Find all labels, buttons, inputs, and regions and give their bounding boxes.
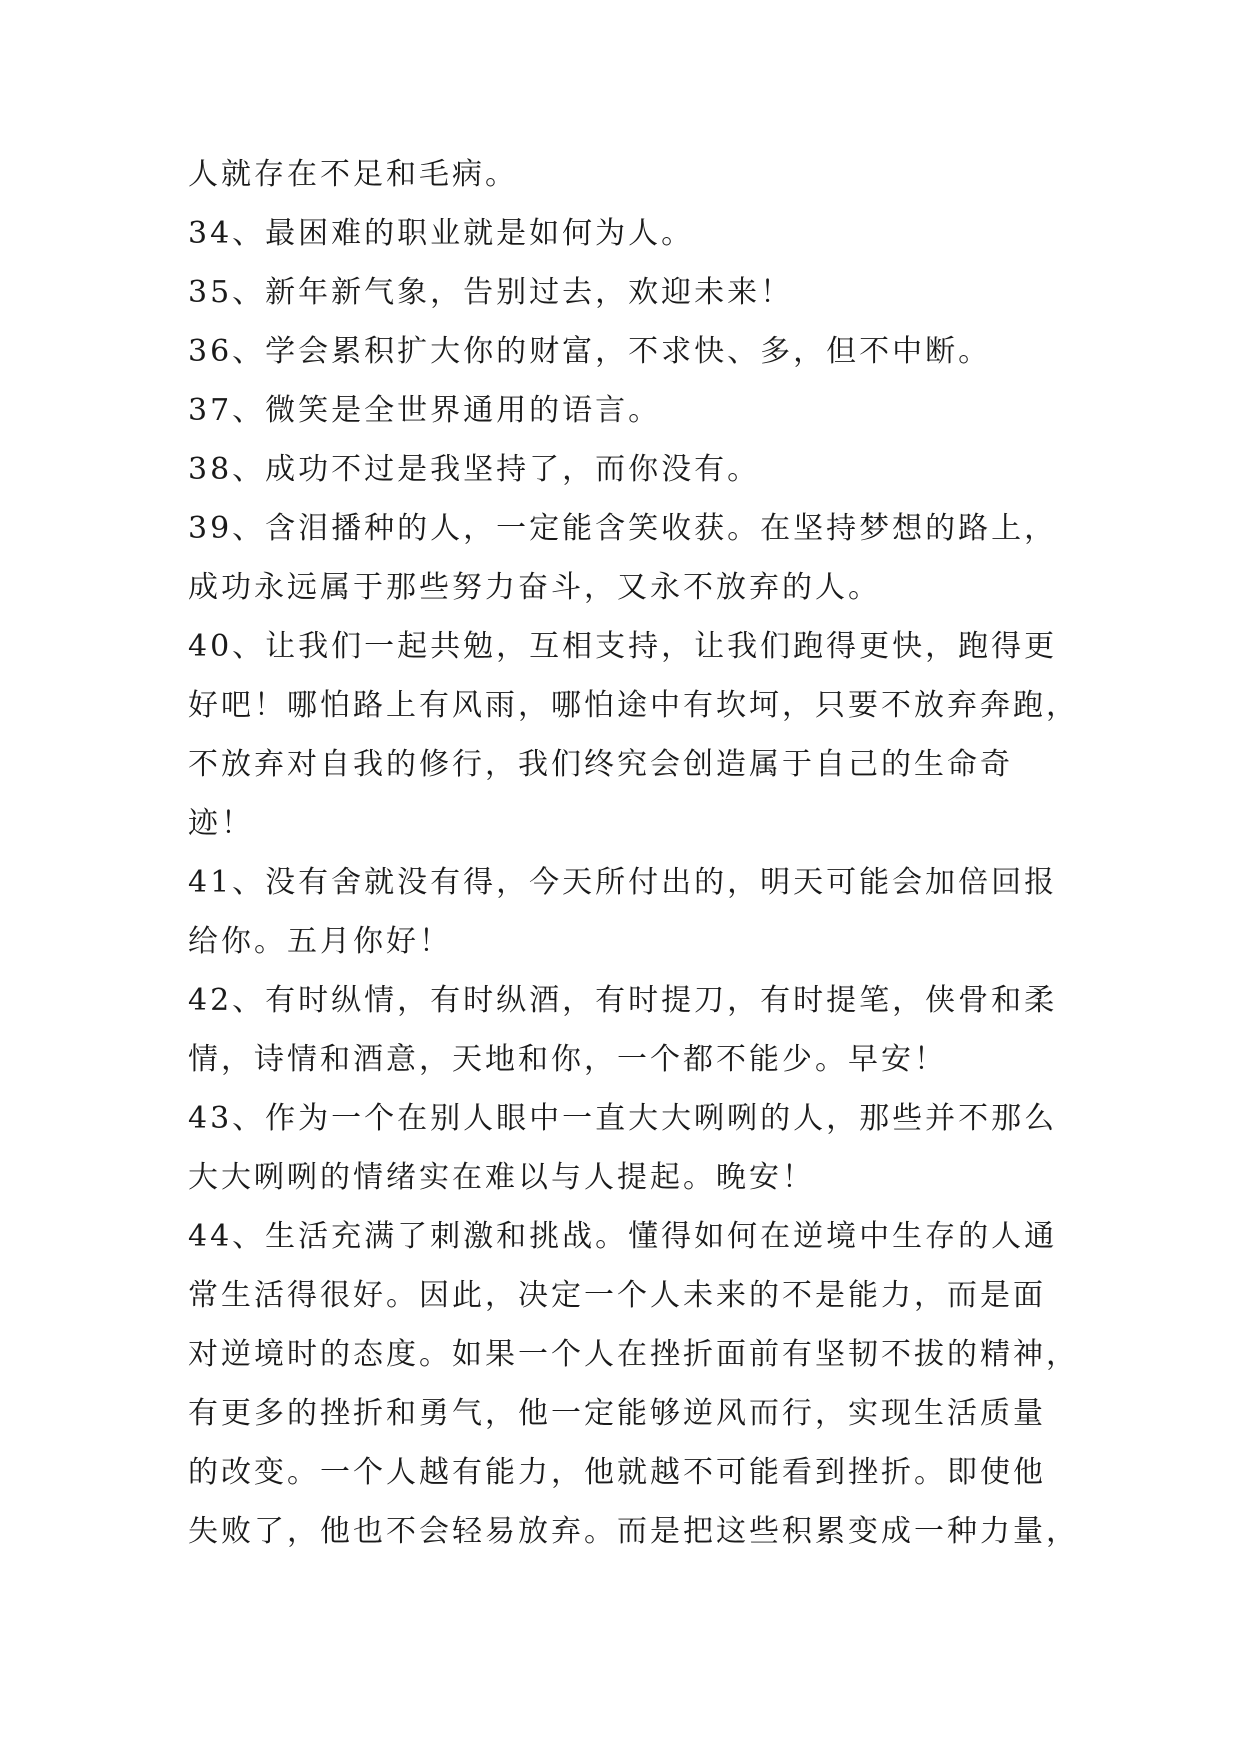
text-line: 对逆境时的态度。如果一个人在挫折面前有坚韧不拔的精神， <box>188 1337 1079 1372</box>
text-line: 常生活得很好。因此，决定一个人未来的不是能力，而是面 <box>188 1278 1046 1313</box>
text-line: 40、让我们一起共勉，互相支持，让我们跑得更快，跑得更 <box>188 629 1058 664</box>
text-line: 38、成功不过是我坚持了，而你没有。 <box>188 452 761 487</box>
text-line: 失败了，他也不会轻易放弃。而是把这些积累变成一种力量， <box>188 1514 1079 1549</box>
text-line: 39、含泪播种的人，一定能含笑收获。在坚持梦想的路上， <box>188 511 1058 546</box>
text-line: 给你。五月你好！ <box>188 924 452 959</box>
text-line: 41、没有舍就没有得，今天所付出的，明天可能会加倍回报 <box>188 865 1058 900</box>
text-line: 迹！ <box>188 806 254 841</box>
text-line: 35、新年新气象，告别过去，欢迎未来！ <box>188 275 794 310</box>
text-line: 大大咧咧的情绪实在难以与人提起。晚安！ <box>188 1160 815 1195</box>
text-line: 有更多的挫折和勇气，他一定能够逆风而行，实现生活质量 <box>188 1396 1046 1431</box>
text-line: 成功永远属于那些努力奋斗，又永不放弃的人。 <box>188 570 881 605</box>
text-line: 36、学会累积扩大你的财富，不求快、多，但不中断。 <box>188 334 992 369</box>
text-line: 的改变。一个人越有能力，他就越不可能看到挫折。即使他 <box>188 1455 1046 1490</box>
text-line: 好吧！哪怕路上有风雨，哪怕途中有坎坷，只要不放弃奔跑， <box>188 688 1079 723</box>
text-line: 人就存在不足和毛病。 <box>188 157 518 192</box>
text-line: 42、有时纵情，有时纵酒，有时提刀，有时提笔，侠骨和柔 <box>188 983 1058 1018</box>
text-line: 44、生活充满了刺激和挑战。懂得如何在逆境中生存的人通 <box>188 1219 1058 1254</box>
body-text <box>188 145 1079 1561</box>
text-line: 34、最困难的职业就是如何为人。 <box>188 216 695 251</box>
text-line: 情，诗情和酒意，天地和你，一个都不能少。早安！ <box>188 1042 947 1077</box>
text-line: 43、作为一个在别人眼中一直大大咧咧的人，那些并不那么 <box>188 1101 1058 1136</box>
text-line: 37、微笑是全世界通用的语言。 <box>188 393 662 428</box>
text-line: 不放弃对自我的修行，我们终究会创造属于自己的生命奇 <box>188 747 1013 782</box>
